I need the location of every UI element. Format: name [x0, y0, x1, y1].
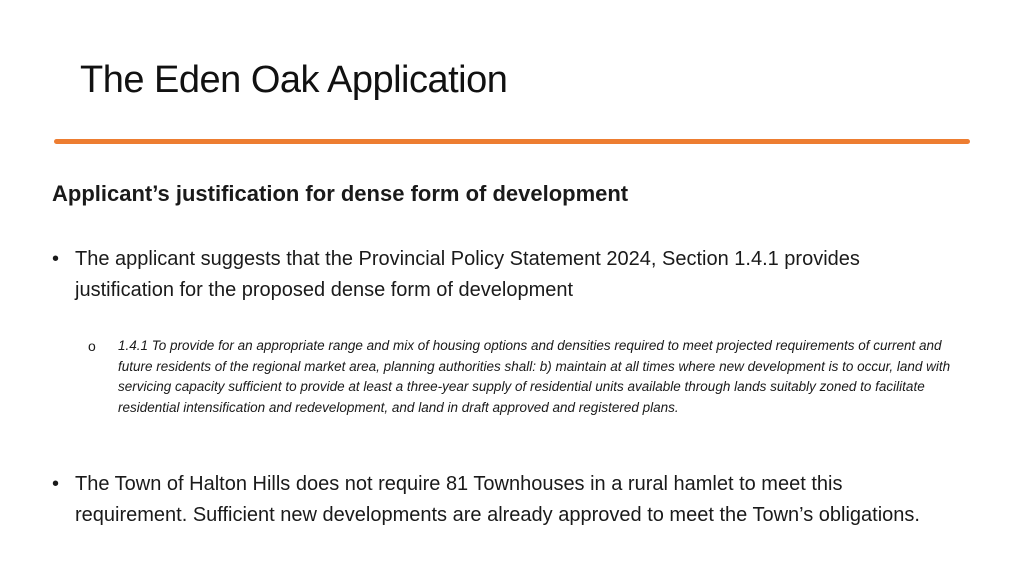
bullet-marker: •	[52, 248, 60, 270]
slide-title: The Eden Oak Application	[80, 59, 508, 101]
bullet-text: The applicant suggests that the Provincial Policy Statement 2024, Section 1.4.1 provides justification for the proposed dense form of development	[75, 248, 860, 301]
bullet-item	[52, 244, 952, 306]
section-heading: Applicant’s justification for dense form of development	[52, 181, 629, 206]
bullet-marker: •	[52, 473, 60, 495]
policy-quote-text: 1.4.1 To provide for an appropriate range and mix of housing options and densities required to meet projected requirements of current and future residents of the regional market area, planning authorities shall: b) maintain at all times where new development is to occur, land with servicing capacity sufficient to provide at least a three-year supply of residential units available through lands suitably zoned to facilitate residential intensification and redevelopment, and land in draft approved and registered plans.	[118, 338, 951, 415]
sub-bullet-item	[88, 336, 978, 418]
title-divider	[54, 139, 970, 144]
bullet-item	[52, 469, 952, 531]
bullet-text: The Town of Halton Hills does not require 81 Townhouses in a rural hamlet to meet this requirement. Sufficient new developments are already approved to meet the Town’s obligations.	[75, 473, 920, 526]
sub-bullet-marker: o	[88, 338, 96, 354]
